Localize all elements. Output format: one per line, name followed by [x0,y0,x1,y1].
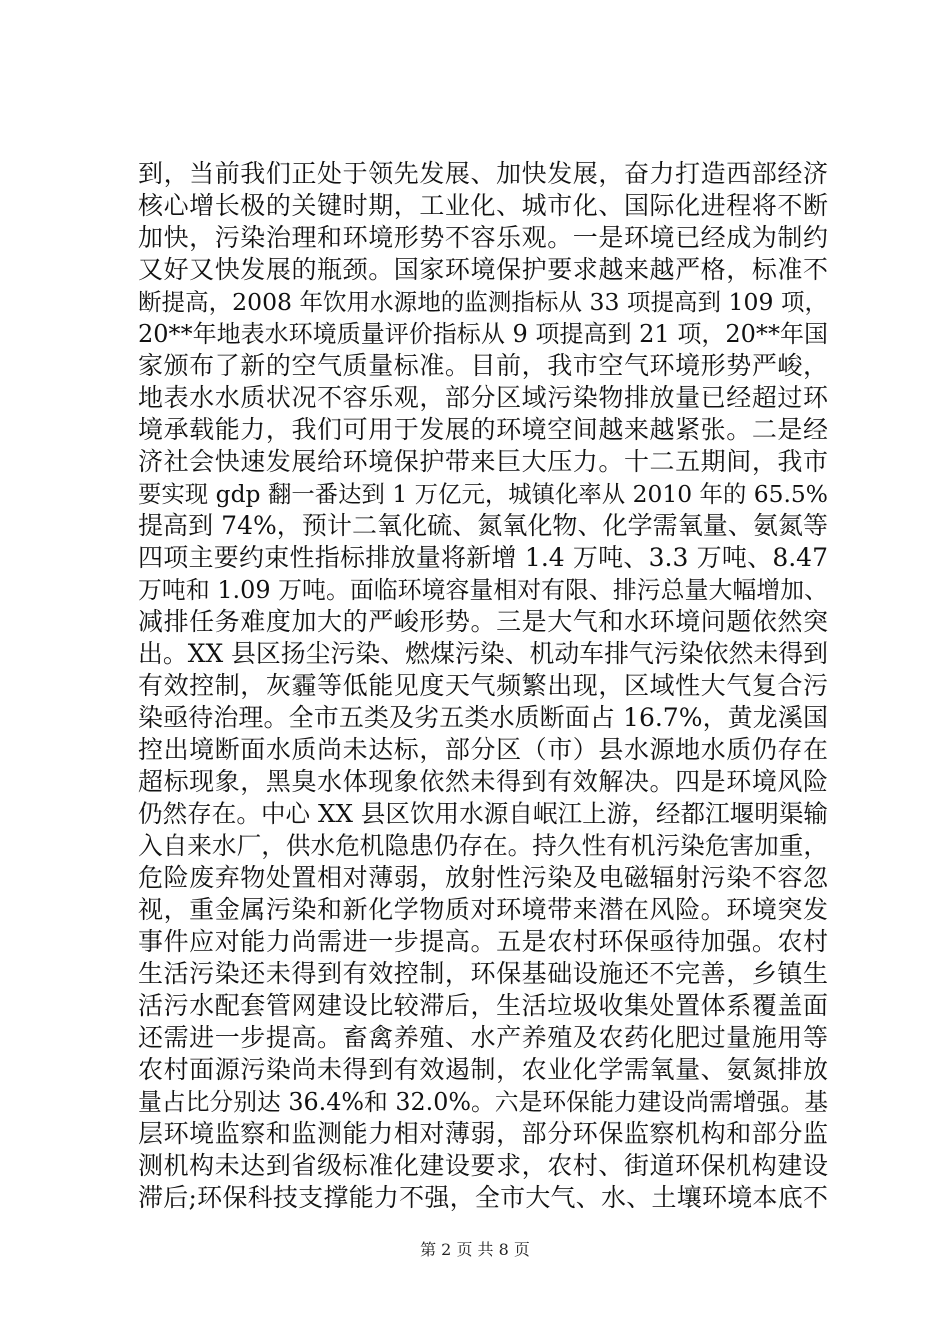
text-line: 断提高，2008 年饮用水源地的监测指标从 33 项提高到 109 项， [138,288,828,316]
body-text [138,158,828,1214]
text-line: 超标现象，黑臭水体现象依然未得到有效解决。四是环境风险 [138,767,828,796]
text-line: 事件应对能力尚需进一步提高。五是农村环保亟待加强。农村 [138,927,828,956]
text-line: 入自来水厂，供水危机隐患仍存在。持久性有机污染危害加重， [138,831,828,860]
text-line: 地表水水质状况不容乐观，部分区域污染物排放量已经超过环 [138,383,828,412]
text-line: 加快，污染治理和环境形势不容乐观。一是环境已经成为制约 [138,223,828,252]
text-line: 危险废弃物处置相对薄弱，放射性污染及电磁辐射污染不容忽 [138,863,828,892]
text-line: 要实现 gdp 翻一番达到 1 万亿元，城镇化率从 2010 年的 65.5% [138,480,828,508]
text-line: 20**年地表水环境质量评价指标从 9 项提高到 21 项，20**年国 [138,320,828,348]
text-line: 测机构未达到省级标准化建设要求，农村、街道环保机构建设 [138,1151,828,1180]
text-line: 有效控制，灰霾等低能见度天气频繁出现，区域性大气复合污 [138,671,828,700]
text-line: 万吨和 1.09 万吨。面临环境容量相对有限、排污总量大幅增加、 [138,576,828,604]
text-line: 量占比分别达 36.4%和 32.0%。六是环保能力建设尚需增强。基 [138,1088,828,1116]
text-line: 家颁布了新的空气质量标准。目前，我市空气环境形势严峻， [138,351,828,380]
text-line: 出。XX 县区扬尘污染、燃煤污染、机动车排气污染依然未得到 [138,639,828,668]
text-line: 控出境断面水质尚未达标，部分区（市）县水源地水质仍存在 [138,735,828,764]
text-line: 活污水配套管网建设比较滞后，生活垃圾收集处置体系覆盖面 [138,991,828,1020]
page-footer: 第 2 页 共 8 页 [420,1240,530,1259]
text-line: 农村面源污染尚未得到有效遏制，农业化学需氧量、氨氮排放 [138,1055,828,1084]
text-line: 核心增长极的关键时期，工业化、城市化、国际化进程将不断 [138,191,828,220]
text-line: 四项主要约束性指标排放量将新增 1.4 万吨、3.3 万吨、8.47 [138,543,828,572]
text-line: 减排任务难度加大的严峻形势。三是大气和水环境问题依然突 [138,607,828,636]
text-line: 提高到 74%，预计二氧化硫、氮氧化物、化学需氧量、氨氮等 [138,511,828,540]
text-line: 到，当前我们正处于领先发展、加快发展，奋力打造西部经济 [138,159,828,188]
text-line: 仍然存在。中心 XX 县区饮用水源自岷江上游，经都江堰明渠输 [138,799,828,828]
text-line: 又好又快发展的瓶颈。国家环境保护要求越来越严格，标准不 [138,255,828,284]
text-line: 染亟待治理。全市五类及劣五类水质断面占 16.7%，黄龙溪国 [138,703,828,732]
text-line: 层环境监察和监测能力相对薄弱，部分环保监察机构和部分监 [138,1119,828,1148]
text-line: 滞后;环保科技支撑能力不强，全市大气、水、土壤环境本底不 [138,1183,828,1212]
text-line: 济社会快速发展给环境保护带来巨大压力。十二五期间，我市 [138,447,828,476]
text-line: 生活污染还未得到有效控制，环保基础设施还不完善，乡镇生 [138,959,828,988]
text-line: 境承载能力，我们可用于发展的环境空间越来越紧张。二是经 [138,415,828,444]
text-line: 视，重金属污染和新化学物质对环境带来潜在风险。环境突发 [138,895,828,924]
text-line: 还需进一步提高。畜禽养殖、水产养殖及农药化肥过量施用等 [138,1023,828,1052]
